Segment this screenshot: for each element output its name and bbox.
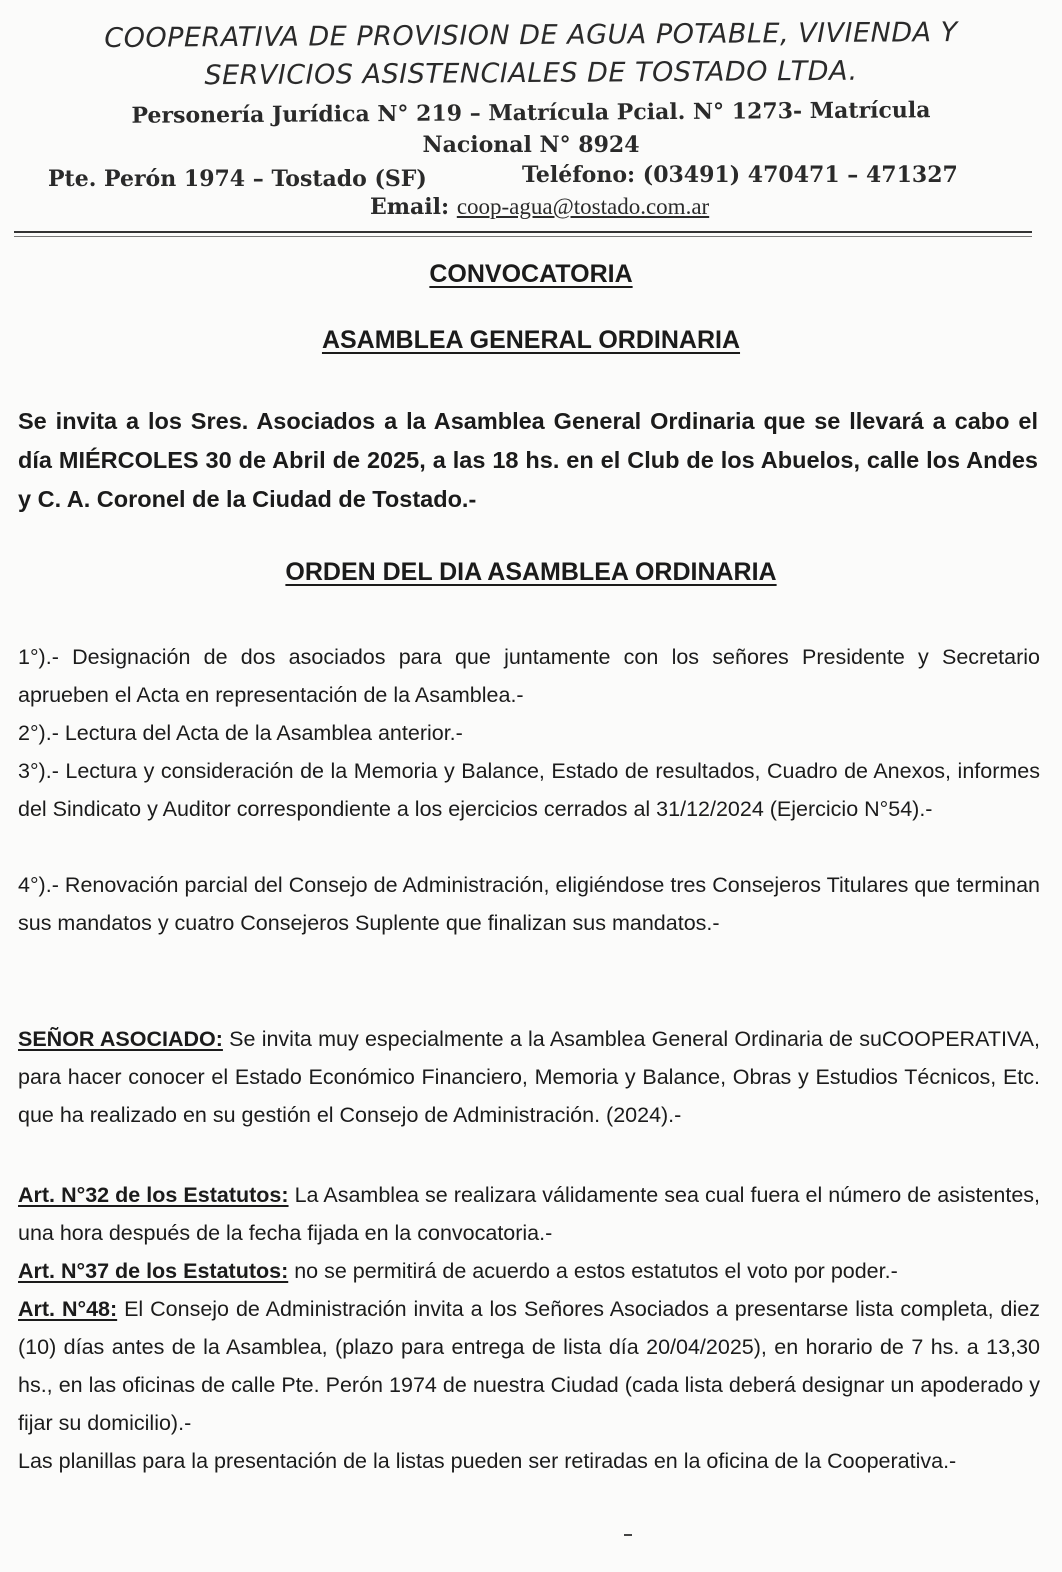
senor-asociado-paragraph xyxy=(18,1020,1040,1134)
address: Pte. Perón 1974 – Tostado (SF) xyxy=(48,166,427,192)
art32-paragraph xyxy=(18,1176,1040,1252)
planillas-paragraph: Las planillas para la presentación de la listas pueden ser retiradas en la oficina de la Cooperativa.- xyxy=(18,1449,957,1473)
phone: Teléfono: (03491) 470471 – 471327 xyxy=(522,162,958,188)
email-link[interactable]: coop-agua@tostado.com.ar xyxy=(456,194,710,219)
agenda-item-4: 4°).- Renovación parcial del Consejo de Administración, eligiéndose tres Consejeros Titulares que terminan sus mandatos y cuatro Consejeros Suplente que finalizan sus mandatos.- xyxy=(18,873,1040,935)
art48-text: El Consejo de Administración invita a los Señores Asociados a presentarse lista completa, diez (10) días antes de la Asamblea, (plazo para entrega de lista día 20/04/2025), en horario de 7 hs. a 13,30 hs., en las oficinas de calle Pte. Perón 1974 de nuestra Ciudad (cada lista deberá designar un apoderado y fijar su domicilio).- xyxy=(18,1297,1040,1435)
agenda-item-3: 3°).- Lectura y consideración de la Memoria y Balance, Estado de resultados, Cuadro de Anexos, informes del Sindicato y Auditor correspondiente a los ejercicios cerrados al 31/12/2024 (Ejercicio N°54).- xyxy=(18,759,1040,821)
title-orden-del-dia: ORDEN DEL DIA ASAMBLEA ORDINARIA xyxy=(285,558,777,586)
email-label: Email: xyxy=(370,194,450,220)
art32-label: Art. N°32 de los Estatutos: xyxy=(18,1183,289,1207)
art48-paragraph xyxy=(18,1290,1040,1442)
art48-label: Art. N°48: xyxy=(18,1297,118,1321)
title-convocatoria: CONVOCATORIA xyxy=(429,260,633,288)
art37-paragraph xyxy=(18,1252,1040,1290)
art37-label: Art. N°37 de los Estatutos: xyxy=(18,1259,289,1283)
page-mark xyxy=(624,1534,632,1536)
header-rule xyxy=(14,231,1032,233)
agenda-item-2: 2°).- Lectura del Acta de la Asamblea anterior.- xyxy=(18,721,463,745)
intro-paragraph: Se invita a los Sres. Asociados a la Asamblea General Ordinaria que se llevará a cabo el día MIÉRCOLES 30 de Abril de 2025, a las 18 hs. en el Club de los Abuelos, calle los Andes y C. A. Coronel de la Ciudad de Tostado.- xyxy=(18,408,1038,512)
header-rule-thin xyxy=(14,236,1032,237)
coop-name-line1: COOPERATIVA DE PROVISION DE AGUA POTABLE, VIVIENDA Y xyxy=(104,17,958,54)
senor-asociado-text: Se invita muy especialmente a la Asamblea General Ordinaria de suCOOPERATIVA, para hacer conocer el Estado Económico Financiero, Memoria y Balance, Obras y Estudios Técnicos, Etc. que ha realizado en su gestión el Consejo de Administración. (2024).- xyxy=(18,1027,1040,1127)
art37-text: no se permitirá de acuerdo a estos estatutos el voto por poder.- xyxy=(288,1259,898,1283)
legal-line1: Personería Jurídica N° 219 – Matrícula Pcial. N° 1273- Matrícula xyxy=(131,97,931,129)
email-row xyxy=(370,194,709,220)
coop-name-line2: SERVICIOS ASISTENCIALES DE TOSTADO LTDA. xyxy=(204,55,858,92)
title-asamblea: ASAMBLEA GENERAL ORDINARIA xyxy=(321,326,741,354)
art32-text: La Asamblea se realizara válidamente sea cual fuera el número de asistentes, una hora después de la fecha fijada en la convocatoria.- xyxy=(18,1183,1040,1245)
senor-asociado-label: SEÑOR ASOCIADO: xyxy=(18,1027,223,1051)
agenda-item-1: 1°).- Designación de dos asociados para que juntamente con los señores Presidente y Secretario aprueben el Acta en representación de la Asamblea.- xyxy=(18,645,1040,707)
legal-line2: Nacional N° 8924 xyxy=(422,132,640,158)
